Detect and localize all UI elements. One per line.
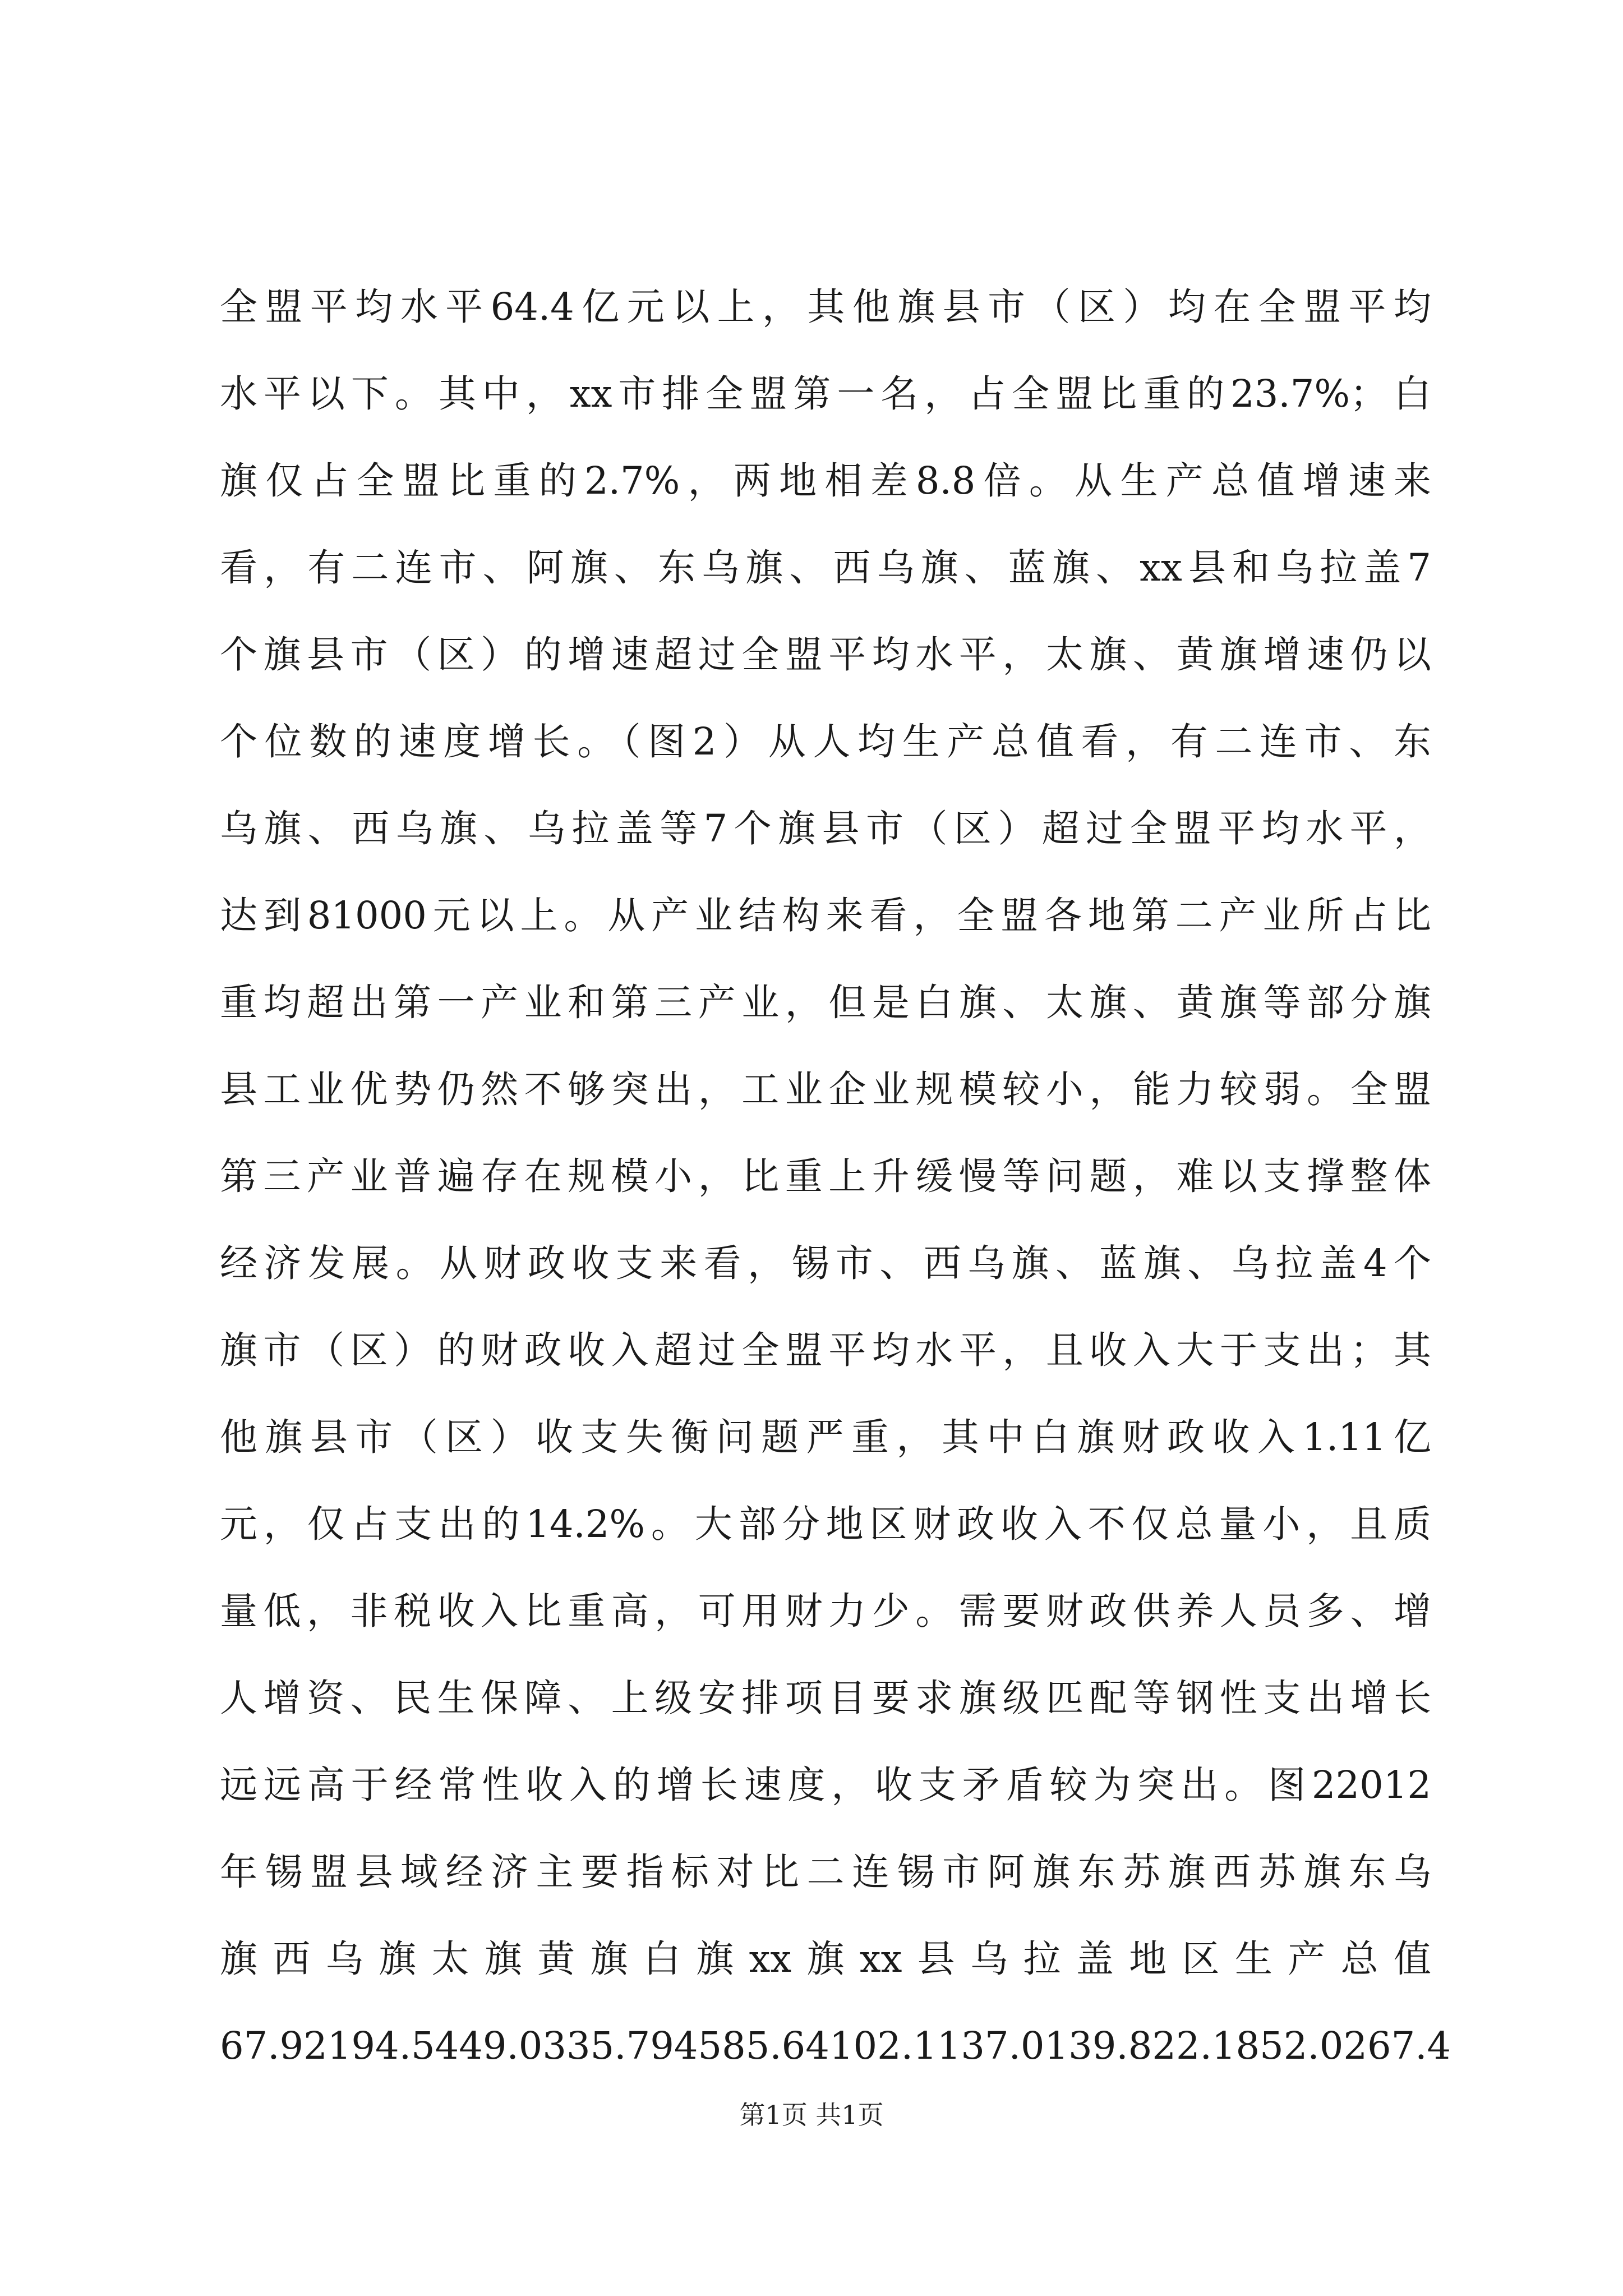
body-paragraph <box>220 264 1451 2090</box>
text-line-6: 个位数的速度增长。（图2）从人均生产总值看，有二连市、东 <box>220 720 1431 763</box>
text-line-7: 乌旗、西乌旗、乌拉盖等7个旗县市（区）超过全盟平均水平， <box>220 807 1431 850</box>
text-line-2: 水平以下。其中，xx市排全盟第一名，占全盟比重的23.7%；白 <box>220 372 1431 416</box>
text-line-20: 旗西乌旗太旗黄旗白旗xx旗xx县乌拉盖地区生产总值 <box>220 1937 1431 1981</box>
text-line-8: 达到81000元以上。从产业结构来看，全盟各地第二产业所占比 <box>220 894 1431 937</box>
text-line-4: 看，有二连市、阿旗、东乌旗、西乌旗、蓝旗、xx县和乌拉盖7 <box>220 546 1431 590</box>
page-number-label: 第1页 共1页 <box>739 2100 884 2130</box>
text-line-19: 年锡盟县域经济主要指标对比二连锡市阿旗东苏旗西苏旗东乌 <box>220 1850 1431 1894</box>
text-line-15: 元，仅占支出的14.2%。大部分地区财政收入不仅总量小，且质 <box>220 1502 1431 1546</box>
text-line-14: 他旗县市（区）收支失衡问题严重，其中白旗财政收入1.11亿 <box>220 1415 1431 1459</box>
text-line-13: 旗市（区）的财政收入超过全盟平均水平，且收入大于支出；其 <box>220 1328 1431 1372</box>
text-line-18: 远远高于经常性收入的增长速度，收支矛盾较为突出。图22012 <box>220 1763 1431 1807</box>
text-line-17: 人增资、民生保障、上级安排项目要求旗级匹配等钢性支出增长 <box>220 1676 1431 1720</box>
page-footer <box>0 2098 1623 2132</box>
text-line-5: 个旗县市（区）的增速超过全盟平均水平，太旗、黄旗增速仍以 <box>220 633 1431 677</box>
text-line-1: 全盟平均水平64.4亿元以上，其他旗县市（区）均在全盟平均 <box>220 285 1431 329</box>
text-line-10: 县工业优势仍然不够突出，工业企业规模较小，能力较弱。全盟 <box>220 1068 1431 1111</box>
text-line-3: 旗仅占全盟比重的2.7%，两地相差8.8倍。从生产总值增速来 <box>220 459 1431 503</box>
text-line-11: 第三产业普遍存在规模小，比重上升缓慢等问题，难以支撑整体 <box>220 1154 1431 1198</box>
text-line-12: 经济发展。从财政收支来看，锡市、西乌旗、蓝旗、乌拉盖4个 <box>220 1241 1431 1285</box>
text-line-9: 重均超出第一产业和第三产业，但是白旗、太旗、黄旗等部分旗 <box>220 981 1431 1024</box>
text-line-16: 量低，非税收入比重高，可用财力少。需要财政供养人员多、增 <box>220 1589 1431 1633</box>
text-line-21: 67.92194.5449.0335.794585.64102.1137.0139.822.1852.0267.4 <box>220 2024 1451 2068</box>
